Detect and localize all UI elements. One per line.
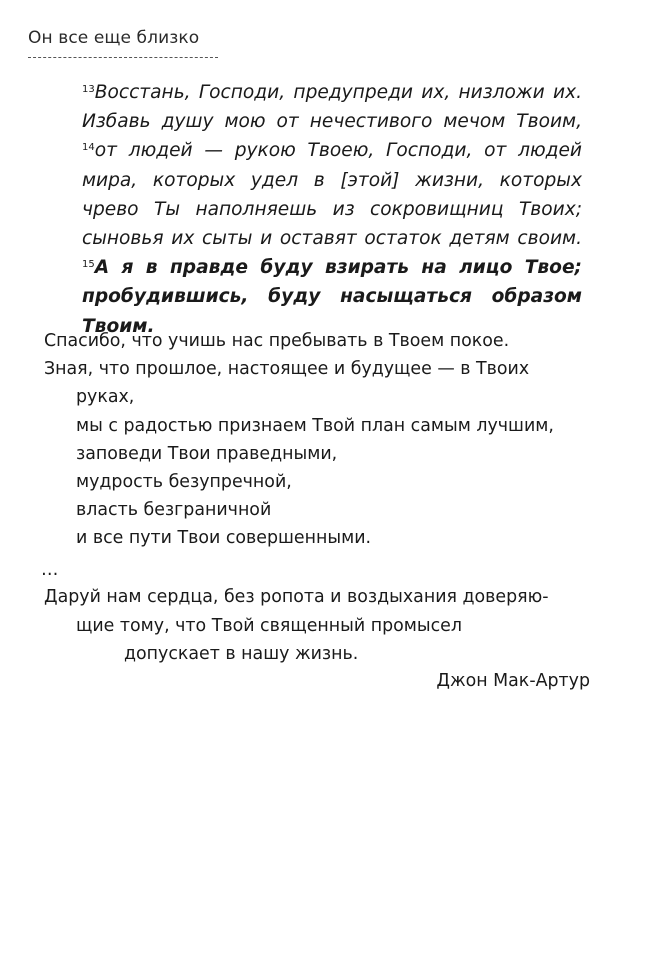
poem-line: мудрость безупречной, xyxy=(76,472,292,493)
verse-text: от людей — рукою Твоею, Господи, от людей мира, которых удел в [этой] жизни, которых чрево Ты наполняешь из сокровищниц Твоих; сыновья их сыты и оставят остаток детям своим. xyxy=(82,140,582,250)
author-attribution: Джон Мак-Артур xyxy=(436,671,590,691)
header-divider xyxy=(28,57,218,58)
verse-number: 14 xyxy=(82,142,95,154)
poem-line: Зная, что прошлое, настоящее и будущее — в Твоих xyxy=(44,359,530,380)
poem-line: заповеди Твои праведными, xyxy=(76,443,338,464)
prayer-poem xyxy=(44,327,614,553)
poem-line: щие тому, что Твой священный промысел xyxy=(76,615,462,636)
verse-number: 15 xyxy=(82,259,95,271)
poem-line: Спасибо, что учишь нас пребывать в Твоем покое. xyxy=(44,331,510,351)
scripture-passage xyxy=(82,78,582,341)
poem-line: руках, xyxy=(76,387,135,408)
running-head: Он все еще близко xyxy=(28,28,200,48)
verse-number: 13 xyxy=(82,84,95,95)
closing-stanza xyxy=(44,583,614,669)
poem-line: допускает в нашу жизнь. xyxy=(124,644,359,665)
poem-line: и все пути Твои совершенными. xyxy=(76,528,372,549)
poem-line: мы с радостью признаем Твой план самым лучшим, xyxy=(76,415,554,436)
verse-text: Восстань, Господи, предупреди их, низложи их. Избавь душу мою от нечестивого мечом Твоим, xyxy=(82,82,582,133)
poem-line: власть безграничной xyxy=(76,500,272,521)
ellipsis: … xyxy=(41,560,59,580)
verse-text-bold: А я в правде буду взирать на лицо Твое; пробудившись, буду насыщаться образом Твоим. xyxy=(82,257,582,337)
poem-line: Даруй нам сердца, без ропота и воздыхания доверяю- xyxy=(44,587,549,607)
